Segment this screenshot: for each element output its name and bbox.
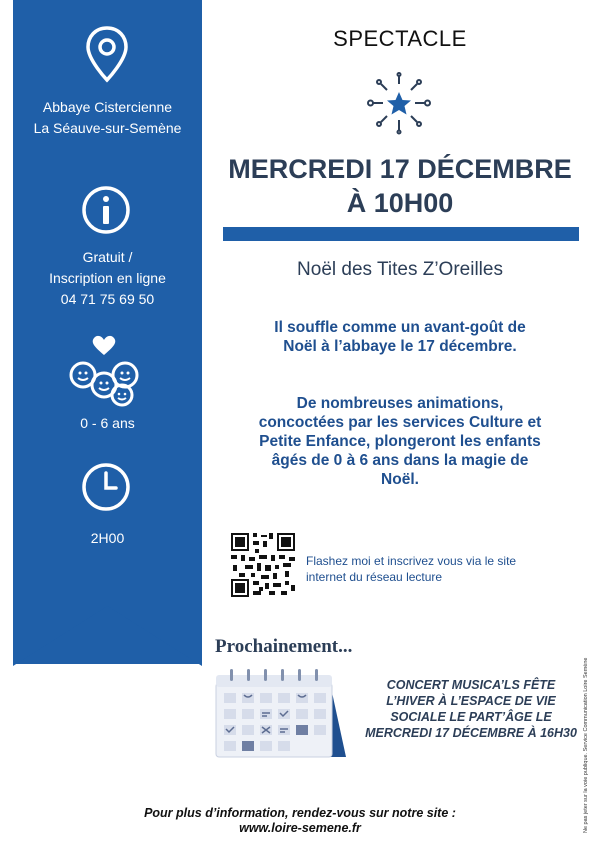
info-icon <box>81 185 131 235</box>
ribbon-notch <box>13 606 202 666</box>
qr-text-line-1: Flashez moi et inscrivez vous via le site <box>306 554 517 568</box>
date-line-2: À 10H00 <box>346 188 454 218</box>
price-text: Gratuit / <box>82 249 133 265</box>
qr-instructions <box>306 553 546 585</box>
info-text <box>13 247 202 310</box>
calendar-icon <box>212 665 352 763</box>
legal-mention: Ne pas jeter sur la voie publique. Service Communication Loire Semène <box>583 657 589 833</box>
location-pin-icon <box>84 25 130 83</box>
qr-text-line-2: internet du réseau lecture <box>306 570 443 584</box>
footer-info-text: Pour plus d’information, rendez-vous sur notre site : <box>144 806 456 820</box>
category-title: SPECTACLE <box>333 26 467 51</box>
phone-number: 04 71 75 69 50 <box>60 291 155 307</box>
event-title: Noël des Tites Z’Oreilles <box>297 259 503 280</box>
upcoming-line-4: MERCREDI 17 DÉCEMBRE À 16H30 <box>365 726 577 740</box>
location-line-1: Abbaye Cistercienne <box>42 99 173 115</box>
star-sparkle-icon <box>365 72 433 136</box>
intro-line-1: Il souffle comme un avant-goût de <box>274 319 526 336</box>
age-text: 0 - 6 ans <box>80 415 135 431</box>
location-text <box>13 97 202 139</box>
children-heart-icon <box>66 333 142 409</box>
event-description <box>228 394 572 489</box>
description-line-4: âgés de 0 à 6 ans dans la magie de <box>271 452 529 469</box>
divider-bar <box>223 227 579 241</box>
intro-line-2: Noël à l’abbaye le 17 décembre. <box>283 338 517 355</box>
clock-icon <box>80 461 132 513</box>
upcoming-event-text <box>360 677 582 741</box>
event-intro <box>228 318 572 356</box>
description-line-1: De nombreuses animations, <box>296 395 504 412</box>
upcoming-line-2: L’HIVER À L’ESPACE DE VIE <box>386 694 556 708</box>
footer <box>100 806 500 836</box>
upcoming-heading: Prochainement... <box>215 636 353 657</box>
website-link[interactable]: www.loire-semene.fr <box>239 821 361 835</box>
registration-text: Inscription en ligne <box>49 270 166 286</box>
description-line-2: concoctées par les services Culture et <box>258 414 542 431</box>
date-line-1: MERCREDI 17 DÉCEMBRE <box>228 154 572 184</box>
event-date <box>222 152 578 220</box>
location-line-2: La Séauve-sur-Semène <box>33 120 182 136</box>
duration-text: 2H00 <box>90 530 125 546</box>
description-line-3: Petite Enfance, plongeront les enfants <box>259 433 541 450</box>
upcoming-line-3: SOCIALE LE PART’ÂGE LE <box>390 710 552 724</box>
upcoming-line-1: CONCERT MUSICA’LS FÊTE <box>386 678 556 692</box>
description-line-5: Noël. <box>381 471 419 488</box>
qr-code[interactable] <box>229 531 297 599</box>
